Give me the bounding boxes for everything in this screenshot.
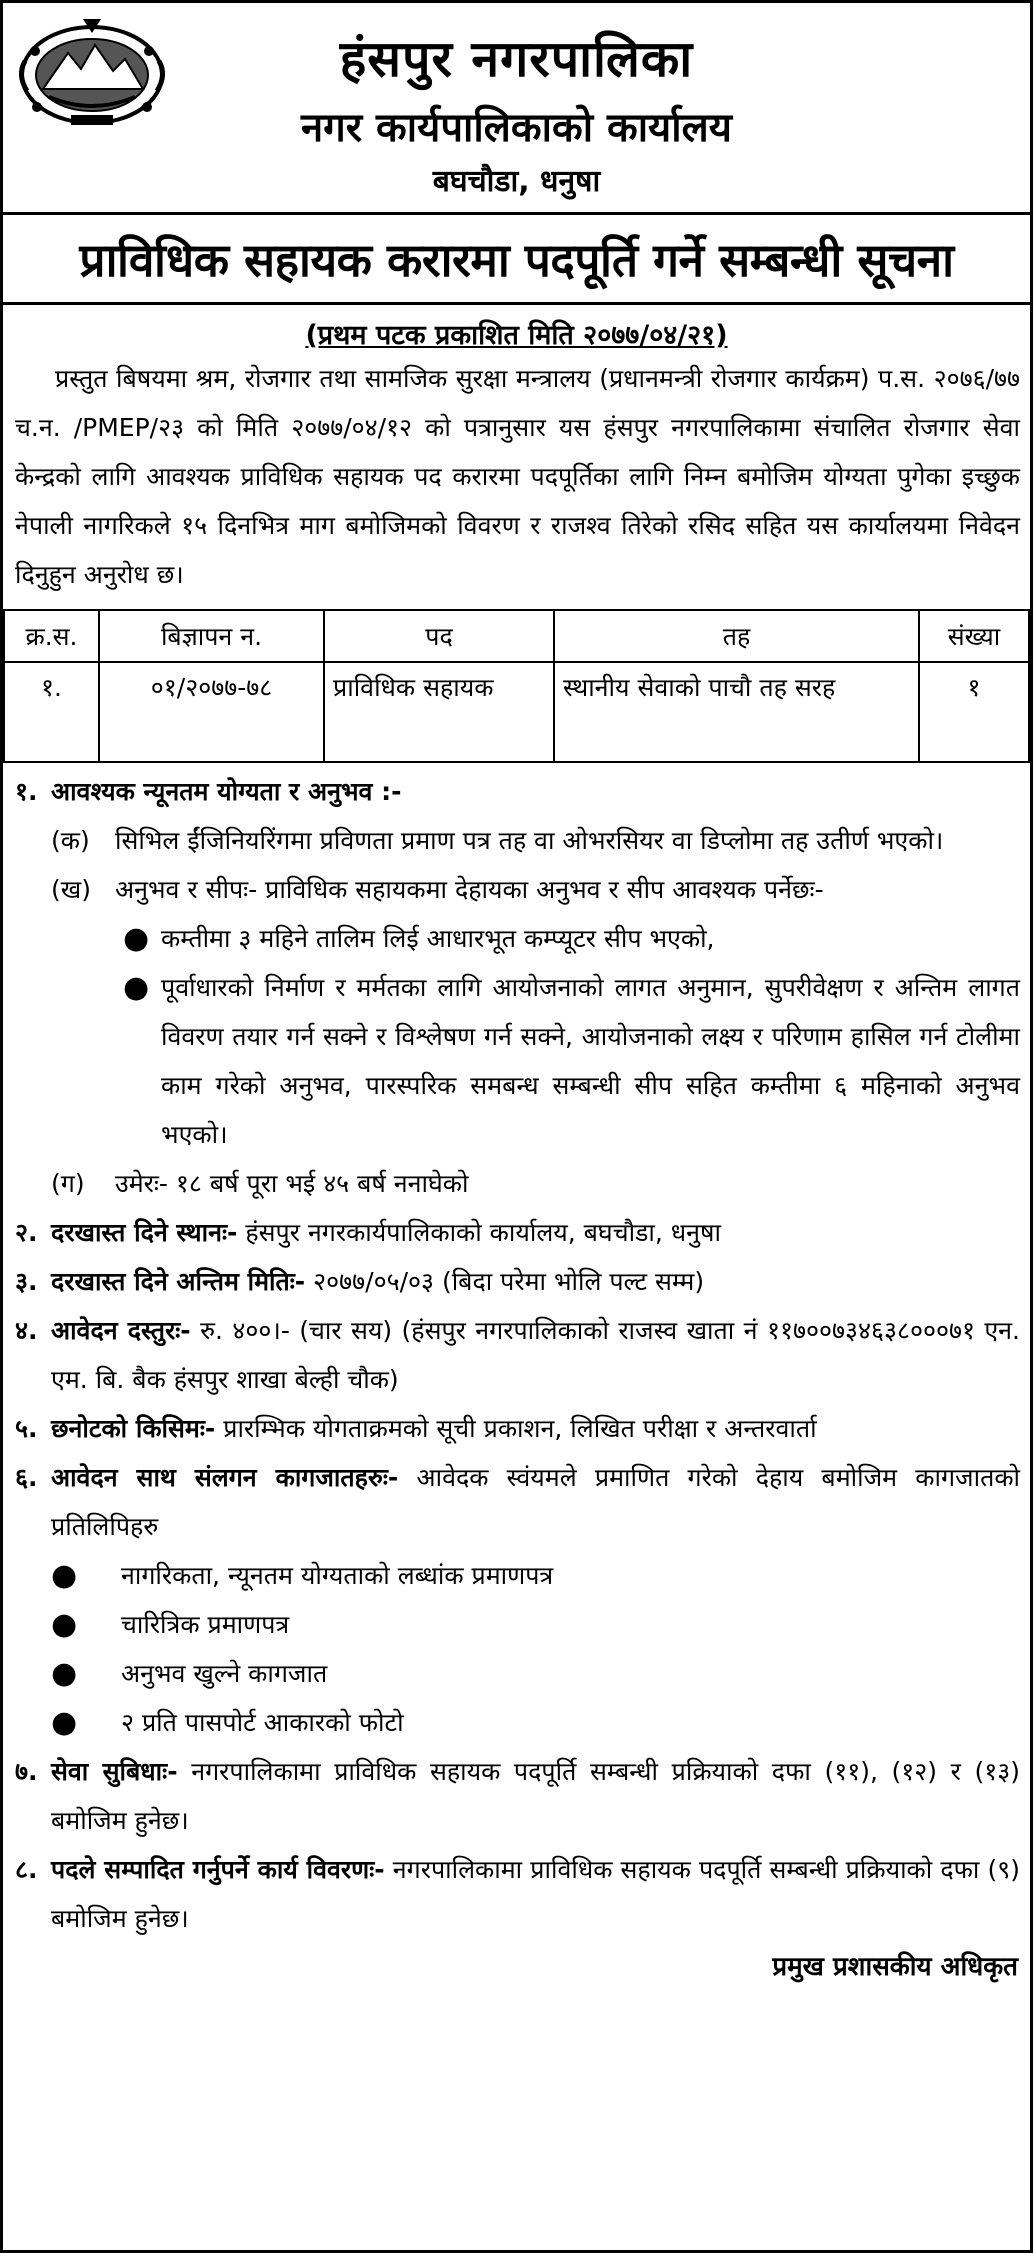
intro-paragraph: प्रस्तुत बिषयमा श्रम, रोजगार तथा सामजिक सुरक्षा मन्त्रालय (प्रधानमन्त्री रोजगार कार्यक्रम) प.स. २०७६/७७ च.न. /PMEP/२३ को मिति २०७७/०४/१२ को पत्रानुसार यस हंसपुर नगरपालिकामा संचालित रोजगार सेवा केन्द्रको लागि आवश्यक प्राविधिक सहायक पद करारमा पदपूर्तिका लागि निम्न बमोजिम योग्यता पुगेका इच्छुक नेपाली नागरिकले १५ दिनभित्र माग बमोजिमको विवरण र राजश्व तिरेको रसिद सहित यस कार्यालयमा निवेदन दिनुहुन अनुरोध छ। <box>15 364 1020 589</box>
list-item <box>15 1649 1020 1698</box>
office-name: नगर कार्यपालिकाको कार्यालय <box>301 105 732 151</box>
requirements-section <box>3 767 1030 1943</box>
cell-post: प्राविधिक सहायक <box>324 662 554 762</box>
vacancy-table <box>3 609 1030 763</box>
section-number: ६. <box>15 1463 38 1492</box>
cell-count: १ <box>919 662 1029 762</box>
section-7 <box>15 1747 1020 1845</box>
table-header-row <box>4 610 1029 662</box>
cell-level: स्थानीय सेवाको पाचौ तह सरह <box>554 662 919 762</box>
requirement-label: (क) <box>51 826 90 855</box>
section-5 <box>15 1404 1020 1453</box>
section-title: आवेदन दस्तुरः- <box>51 1316 191 1345</box>
section-text: हंसपुर नगरकार्यपालिकाको कार्यालय, बघचौडा, धनुषा <box>237 1218 721 1247</box>
list-item-text: कम्तीमा ३ महिने तालिम लिई आधारभूत कम्प्यूटर सीप भएको, <box>161 924 715 953</box>
col-header-post: पद <box>324 610 554 662</box>
list-item-text: २ प्रति पासपोर्ट आकारको फोटो <box>121 1708 404 1737</box>
section-text: २०७७/०५/०३ (बिदा परेमा भोलि पल्ट सम्म) <box>305 1267 705 1296</box>
requirement-text: सिभिल ईंजिनियरिंगमा प्रविणता प्रमाण पत्र तह वा ओभरसियर वा डिप्लोमा तह उतीर्ण भएको। <box>115 826 944 855</box>
requirement-ga <box>15 1159 1020 1208</box>
section-title: पदले सम्पादित गर्नुपर्ने कार्य विवरणः- <box>51 1855 385 1884</box>
office-address: बघचौडा, धनुषा <box>432 164 601 199</box>
requirement-kha <box>15 865 1020 914</box>
list-item-text: चारित्रिक प्रमाणपत्र <box>121 1610 290 1639</box>
section-text: आवेदक स्वंयमले प्रमाणित गरेको देहाय बमोजिम कागजातको प्रतिलिपिहरु <box>51 1463 1020 1541</box>
requirement-text: अनुभव र सीपः- प्राविधिक सहायकमा देहायका अनुभव र सीप आवश्यक पर्नेछः- <box>115 875 824 904</box>
list-item-text: नागरिकता, न्यूनतम योग्यताको लब्धांक प्रमाणपत्र <box>121 1561 554 1590</box>
section-text: प्रारम्भिक योगताक्रमको सूची प्रकाशन, लिखित परीक्षा र अन्तरवार्ता <box>215 1414 817 1443</box>
section-title: छनोटको किसिमः- <box>51 1414 216 1443</box>
notice-title: प्राविधिक सहायक करारमा पदपूर्ति गर्ने सम्बन्धी सूचना <box>3 215 1030 305</box>
publication-date <box>3 315 1030 352</box>
requirement-text: उमेरः- १८ बर्ष पूरा भई ४५ बर्ष ननाघेको <box>115 1169 469 1198</box>
col-header-serial: क्र.स. <box>4 610 99 662</box>
section-number: ३. <box>15 1267 38 1296</box>
bullet-icon: ● <box>123 970 150 1005</box>
section-4 <box>15 1306 1020 1404</box>
section-number: ५. <box>15 1414 38 1443</box>
section-number: २. <box>15 1218 38 1247</box>
list-item <box>15 914 1020 963</box>
table-row <box>4 662 1029 762</box>
requirement-label: (ख) <box>51 875 91 904</box>
section-number: ७. <box>15 1757 38 1786</box>
section-number: ४. <box>15 1316 38 1345</box>
section-8 <box>15 1845 1020 1943</box>
list-item-text: अनुभव खुल्ने कागजात <box>121 1659 328 1688</box>
section-2 <box>15 1208 1020 1257</box>
col-header-count: संख्या <box>919 610 1029 662</box>
section-text: रु. ४००।- (चार सय) (हंसपुर नगरपालिकाको राजस्व खाता नं ११७००७३४६३८०००७१ एन. एम. बि. बैक हंसपुर शाखा बेल्ही चौक) <box>51 1316 1020 1394</box>
list-item-text: पूर्वाधारको निर्माण र मर्मतका लागि आयोजनाको लागत अनुमान, सुपरीवेक्षण र अन्तिम लागत विवरण तयार गर्न सक्ने र विश्लेषण गर्न सक्ने, आयोजनाको लक्ष्य र परिणाम हासिल गर्न टोलीमा काम गरेको अनुभव, पारस्परिक समबन्ध सम्बन्धी सीप सहित कम्तीमा ६ महिनाको अनुभव भएको। <box>161 973 1020 1149</box>
section-text: नगरपालिकामा प्राविधिक सहायक पदपूर्ति सम्बन्धी प्रक्रियाको दफा (९) बमोजिम हुनेछ। <box>51 1855 1020 1933</box>
section-1-heading <box>15 767 1020 816</box>
bullet-icon: ● <box>51 1705 78 1740</box>
section-number: १. <box>15 777 38 806</box>
signature-designation: प्रमुख प्रशासकीय अधिकृत <box>772 1952 1018 1982</box>
section-6 <box>15 1453 1020 1551</box>
bullet-icon: ● <box>51 1558 78 1593</box>
publication-date-text: (प्रथम पटक प्रकाशित मिति २०७७/०४/२१) <box>305 320 728 351</box>
bullet-icon: ● <box>123 921 150 956</box>
cell-serial: १. <box>4 662 99 762</box>
section-title: दरखास्त दिने स्थानः- <box>51 1218 238 1247</box>
section-title: आवश्यक न्यूनतम योग्यता र अनुभव :- <box>51 777 402 806</box>
section-title: आवेदन साथ संलगन कागजातहरुः- <box>51 1463 399 1492</box>
list-item <box>15 963 1020 1159</box>
section-title: सेवा सुबिधाः- <box>51 1757 178 1786</box>
list-item <box>15 1698 1020 1747</box>
list-item <box>15 1551 1020 1600</box>
requirement-ka <box>15 816 1020 865</box>
requirement-label: (ग) <box>51 1169 85 1198</box>
col-header-ad-number: बिज्ञापन न. <box>99 610 324 662</box>
cell-ad-number: ०१/२०७७-७८ <box>99 662 324 762</box>
municipality-name: हंसपुर नगरपालिका <box>339 30 694 88</box>
list-item <box>15 1600 1020 1649</box>
section-number: ८. <box>15 1855 38 1884</box>
bullet-icon: ● <box>51 1607 78 1642</box>
notice-header <box>3 3 1030 215</box>
section-title: दरखास्त दिने अन्तिम मितिः- <box>51 1267 306 1296</box>
col-header-level: तह <box>554 610 919 662</box>
bullet-icon: ● <box>51 1656 78 1691</box>
section-text: नगरपालिकामा प्राविधिक सहायक पदपूर्ति सम्बन्धी प्रक्रियाको दफा (११), (१२) र (१३) बमोजिम हुनेछ। <box>51 1757 1021 1835</box>
section-3 <box>15 1257 1020 1306</box>
